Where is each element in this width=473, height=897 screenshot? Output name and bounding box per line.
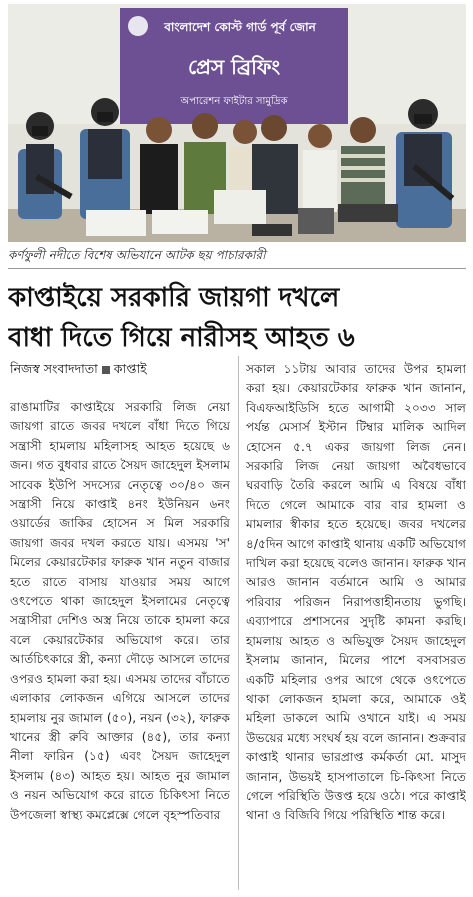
- headline-line1: কাপ্তাইয়ে সরকারি জায়গা দখলে: [8, 283, 340, 313]
- article-column-1: [10, 398, 230, 890]
- press-banner: [120, 8, 348, 124]
- banner-line1: বাংলাদেশ কোস্ট গার্ড পূর্ব জোন: [164, 20, 316, 34]
- banner-line2: প্রেস ব্রিফিং: [187, 55, 281, 79]
- article-column-2: [246, 360, 466, 890]
- divider: [8, 268, 466, 269]
- byline-place: কাপ্তাই: [113, 361, 147, 376]
- byline-reporter: নিজস্ব সংবাদদাতা: [10, 361, 98, 376]
- banner-line3: অপারেশন ফাইটার সামুদ্রিক: [180, 96, 288, 107]
- article-text-col1: রাঙামাটির কাপ্তাইয়ে সরকারি লিজ নেয়া জায়গা রাতে জবর দখলে বাঁধা দিতে গিয়ে সন্ত্রাসী হামলায় মহিলাসহ আহত হয়েছে ৬ জন। গত বুধবার রাতে সৈয়দ জাহেদুল ইসলাম সাবেক ইউপি সদস্যের নেতৃত্বে ৩০/৪০ জন সন্ত্রাসী নিয়ে কাপ্তাই ৪নং ইউনিয়ন ৬নং ওয়ার্ডের জাকির হোসেন স মিল সরকারি জায়গা জবর দখল করতে যায়। এসময় 'স' মিলের কেয়ারটেকার ফারুক খান নতুন বাজার হতে রাতে বাসায় যাওয়ার সময় আগে ওৎপেতে থাকা জাহেদুল ইসলামের নেতৃত্বে সন্ত্রাসীরা দেশিও অস্ত্র নিয়ে তাকে হামলা করে বলে কেয়ারটেকার অভিযোগ করে। তার আর্তচিৎকারে স্ত্রী, কন্যা দৌড়ে আসলে তাদের ওপরও হামলা করা হয়। এসময় তাদের বাঁচাতে এলাকার লোকজন এগিয়ে আসলে তাদের হামলায় নুর জামাল (৫০), নয়ন (৩২), ফারুক খানের স্ত্রী রুবি আক্তার (৪৫), তার কন্যা নীলা ফারিন (১৫) এবং সৈয়দ জাহেদুল ইসলাম (৪৩) আহত হয়। আহত নুর জামাল ও নয়ন অভিযোগ করে রাতে চিকিৎসা নিতে উপজেলা স্বাস্থ্য কমপ্লেক্সে গেলে বৃহস্পতিবার: [10, 400, 230, 822]
- headline: [8, 278, 466, 358]
- byline: [10, 360, 220, 378]
- headline-line2: বাধা দিতে গিয়ে নারীসহ আহত ৬: [8, 323, 355, 353]
- square-bullet-icon: [102, 366, 110, 374]
- column-divider: [238, 356, 239, 890]
- news-photo: [8, 4, 466, 242]
- article-text-col2: সকাল ১১টায় আবার তাদের উপর হামলা করা হয়। কেয়ারটেকার ফারুক খান জানান, বিএফআইডিসি হতে আগামী ২০৩৩ সাল পর্যন্ত মেসার্স ইস্টান টিম্বার মালিক আদিল হোসেন ৫.৭ একর জায়গা লিজ নেন। সরকারি লিজ নেয়া জায়গা অবৈধভাবে ঘরবাড়ি তৈরি করলে আমি এ বিষয়ে বাঁধা দিতে গেলে আমাকে বার বার হামলা ও মামলার স্বীকার হতে হয়েছে। জবর দখলের ৪/৫দিন আগে কাপ্তাই থানায় একটি অভিযোগ দাখিল করা হয়েছে বলেও জানান। ফারুক খান আরও জানান বর্তমানে আমি ও আমার পরিবার পরিজন নিরাপত্তাহীনতায় ভুগছি। এব্যাপারে প্রশাসনের সুদৃষ্টি কামনা করছি। হামলায় আহত ও অভিযুক্ত সৈয়দ জাহেদুল ইসলাম জানান, মিলের পাশে বসবাসরত একটি মহিলার ওপর আগে থেকে ওৎপেতে থাকা লোকজন হামলা করে, আমাকে ওই মহিলা ডাকলে আমি ওখানে যাই। এ সময় উভয়ের মধ্যে সংঘর্ষ হয় বলে জানান। শুক্রবার কাপ্তাই থানার ভারপ্রাপ্ত কর্মকর্তা মো. মাসুদ জানান, উভয়ই হাসপাতালে চি-কিৎসা নিতে গেলে পরিস্থিতি উত্তপ্ত হয়ে ওঠে। পরে কাপ্তাই থানা ও বিজিবি গিয়ে পরিস্থিতি শান্ত করে।: [246, 362, 466, 823]
- photo-caption: কর্ণফুলী নদীতে বিশেষ অভিযানে আটক ছয় পাচারকারী: [8, 248, 266, 262]
